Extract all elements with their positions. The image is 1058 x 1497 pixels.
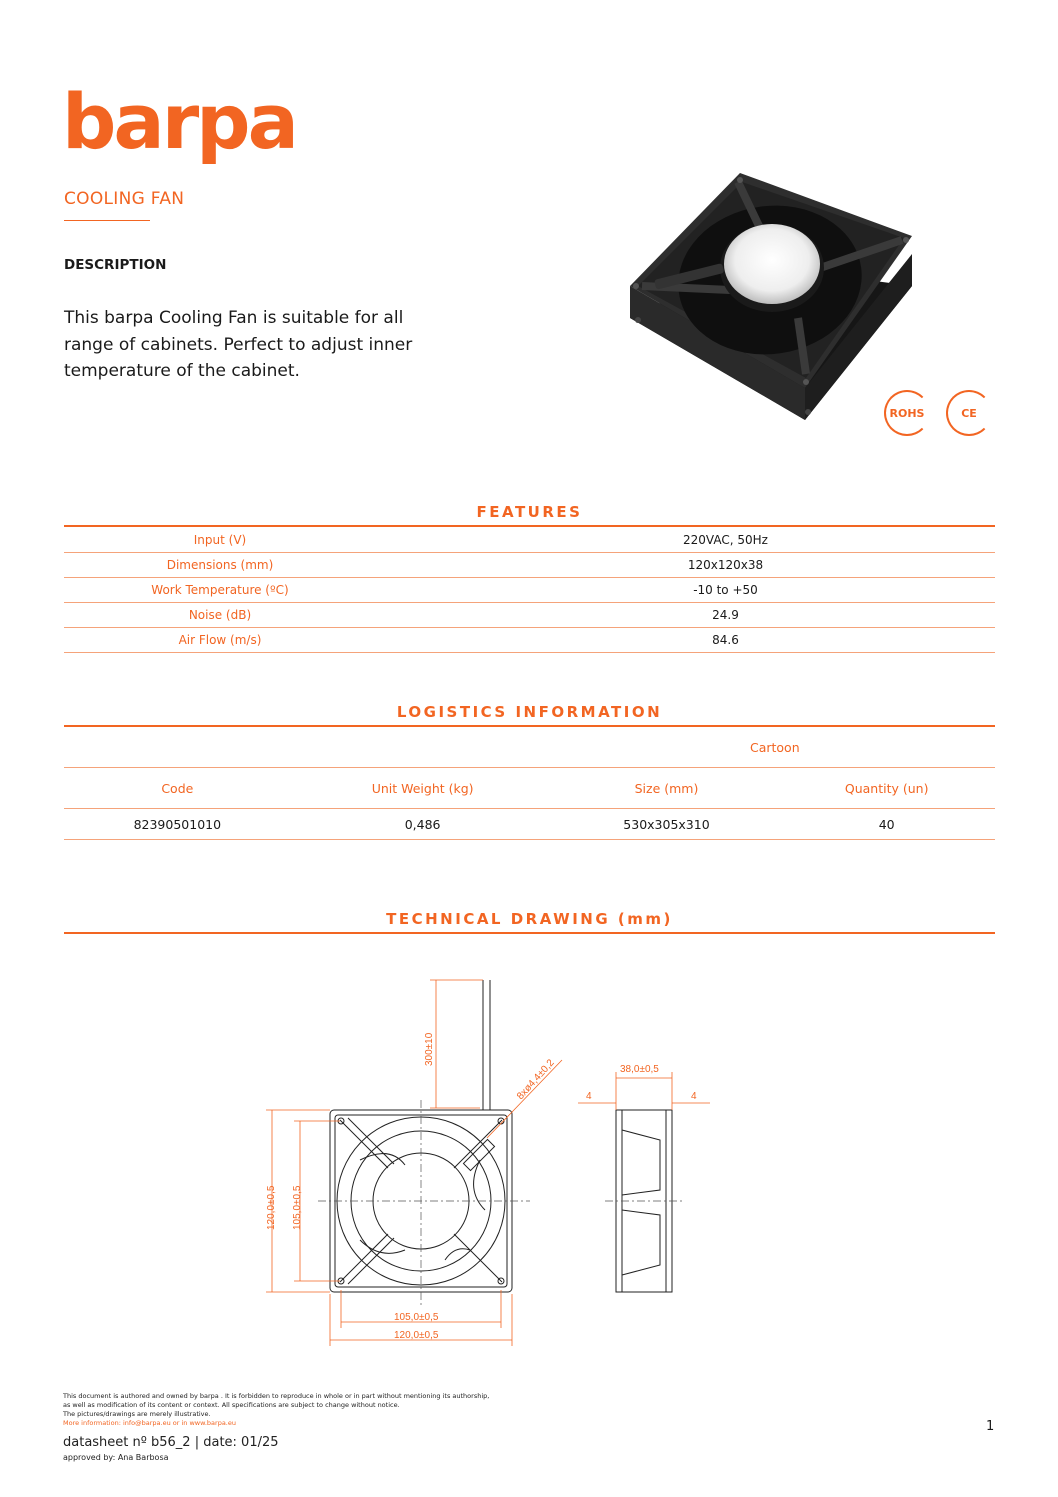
feature-value: 220VAC, 50Hz (376, 528, 995, 553)
feature-label: Noise (dB) (64, 603, 376, 628)
footer-contact-link[interactable]: More information: info@barpa.eu or in www.barpa.eu (63, 1419, 236, 1427)
feature-label: Input (V) (64, 528, 376, 553)
dim-width-outer: 120,0±0,5 (394, 1330, 439, 1341)
table-cell: 82390501010 (64, 809, 291, 840)
drawing-rule (64, 932, 995, 934)
description-heading: DESCRIPTION (64, 257, 167, 273)
table-row (64, 727, 995, 768)
description-text: This barpa Cooling Fan is suitable for all range of cabinets. Perfect to adjust inner temperature of the cabinet. (64, 308, 413, 381)
features-rule (64, 525, 995, 527)
feature-value: -10 to +50 (376, 578, 995, 603)
dim-width-inner: 105,0±0,5 (394, 1312, 439, 1323)
dim-cable: 300±10 (424, 1032, 435, 1066)
table-row (64, 628, 995, 653)
table-header-row (64, 768, 995, 809)
datasheet-id: datasheet nº b56_2 | date: 01/25 (63, 1435, 279, 1450)
table-row (64, 528, 995, 553)
features-heading: FEATURES (476, 503, 583, 521)
feature-value: 84.6 (376, 628, 995, 653)
dim-flange-right: 4 (691, 1091, 697, 1102)
title-underline (64, 220, 150, 221)
dim-flange-left: 4 (586, 1091, 592, 1102)
table-row (64, 553, 995, 578)
table-cell: 40 (778, 809, 995, 840)
features-table (64, 528, 995, 653)
table-row (64, 809, 995, 840)
logistics-table (64, 727, 995, 840)
ce-badge: CE (946, 390, 992, 436)
dim-height-outer: 120,0±0,5 (266, 1185, 277, 1230)
table-row (64, 603, 995, 628)
table-cell: 530x305x310 (555, 809, 779, 840)
dim-height-inner: 105,0±0,5 (292, 1185, 303, 1230)
carton-group-label: Cartoon (555, 727, 995, 768)
product-category-title: COOLING FAN (64, 189, 185, 209)
table-row (64, 578, 995, 603)
dim-holes: 8xø4,4±0,2 (515, 1057, 557, 1103)
feature-label: Work Temperature (ºC) (64, 578, 376, 603)
feature-label: Air Flow (m/s) (64, 628, 376, 653)
column-header: Size (mm) (555, 768, 779, 809)
approved-by: approved by: Ana Barbosa (63, 1453, 169, 1462)
column-header: Unit Weight (kg) (291, 768, 555, 809)
column-header: Quantity (un) (778, 768, 995, 809)
fan-product-image (620, 168, 920, 430)
footer-legal-line-2: as well as modification of its content or context. All specifications are subject to change without notice. (63, 1401, 400, 1409)
drawing-heading: TECHNICAL DRAWING (mm) (386, 910, 673, 928)
column-header: Code (64, 768, 291, 809)
feature-value: 24.9 (376, 603, 995, 628)
footer-legal-line-1: This document is authored and owned by barpa . It is forbidden to reproduce in whole or in part without mentioning its authorship, (63, 1392, 490, 1400)
dim-depth: 38,0±0,5 (620, 1064, 659, 1075)
logistics-heading: LOGISTICS INFORMATION (396, 703, 663, 721)
carton-spacer (64, 727, 555, 768)
page-number: 1 (986, 1419, 995, 1434)
technical-drawing (240, 960, 740, 1350)
feature-label: Dimensions (mm) (64, 553, 376, 578)
table-cell: 0,486 (291, 809, 555, 840)
feature-value: 120x120x38 (376, 553, 995, 578)
footer-legal-line-3: The pictures/drawings are merely illustrative. (63, 1410, 211, 1418)
barpa-logo: barpa (62, 77, 296, 166)
rohs-badge: ROHS (884, 390, 930, 436)
